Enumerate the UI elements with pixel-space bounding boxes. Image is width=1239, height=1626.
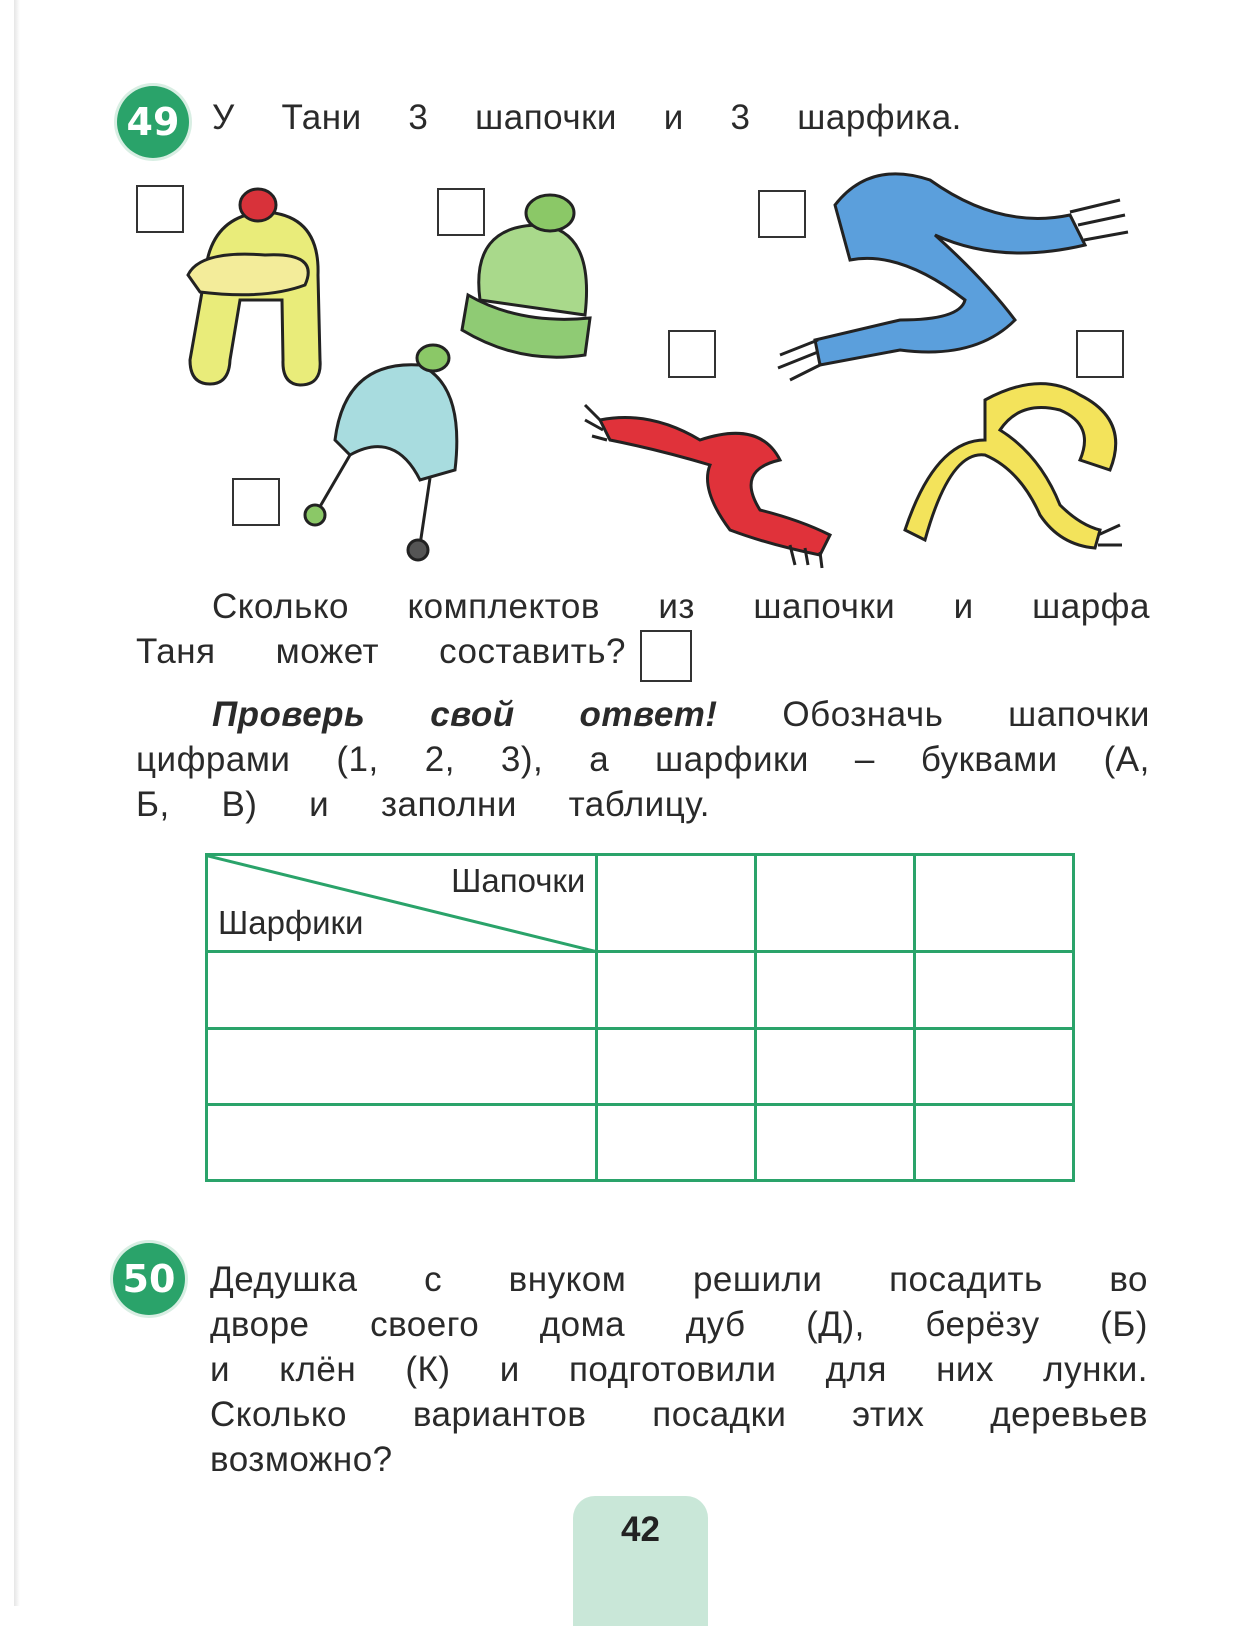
word: во [1109, 1260, 1148, 1299]
word: а [589, 740, 610, 779]
table-cell[interactable] [597, 855, 756, 952]
scarf-3-answer-box[interactable] [1076, 330, 1124, 378]
hats-and-scarves-illustration [0, 0, 1239, 580]
word: свой [430, 695, 515, 734]
table-cell[interactable] [207, 952, 597, 1028]
word: шапочки [1008, 695, 1150, 734]
hat-bonnet-blue-icon [305, 345, 457, 560]
check-line-3 [136, 783, 710, 827]
word: дуб [685, 1305, 746, 1344]
hats-scarves-table [205, 853, 1075, 1182]
word: составить? [439, 632, 626, 671]
word: таблицу. [568, 785, 710, 824]
scarf-2-answer-box[interactable] [668, 330, 716, 378]
hat-1-answer-box[interactable] [136, 185, 184, 233]
table-header-hats: Шапочки [451, 862, 586, 899]
exercise-50-line-4 [210, 1393, 1148, 1437]
scarf-yellow-icon [905, 384, 1122, 548]
word: дворе [210, 1305, 310, 1344]
word: может [275, 632, 380, 671]
word: буквами [920, 740, 1058, 779]
table-header-row [207, 855, 1074, 952]
table-cell[interactable] [756, 1104, 915, 1180]
word: Тани [281, 98, 362, 137]
word: (Б) [1100, 1305, 1148, 1344]
word: из [658, 587, 695, 626]
page-number-tab [573, 1496, 708, 1626]
word: 3 [408, 98, 429, 137]
word: Таня [136, 632, 216, 671]
word: посадки [652, 1395, 787, 1434]
table-cell[interactable] [756, 855, 915, 952]
word: посадить [889, 1260, 1043, 1299]
table-cell[interactable] [756, 952, 915, 1028]
table-cell[interactable] [597, 952, 756, 1028]
word: (1, [336, 740, 379, 779]
word: Дедушка [210, 1260, 358, 1299]
exercise-50-line-1 [210, 1258, 1148, 1302]
word: (К) [405, 1350, 451, 1389]
table-header-scarves: Шарфики [218, 904, 364, 942]
table-cell[interactable] [756, 1028, 915, 1104]
table-row [207, 952, 1074, 1028]
word: шапочки [475, 98, 617, 137]
table-cell[interactable] [915, 855, 1074, 952]
word: шарфики [655, 740, 809, 779]
question-line-2 [136, 630, 626, 674]
word: внуком [508, 1260, 627, 1299]
word: этих [852, 1395, 925, 1434]
word: 3 [730, 98, 751, 137]
exercise-number: 49 [126, 100, 180, 144]
word: и [663, 98, 684, 137]
word: них [936, 1350, 994, 1389]
word: шарфика. [797, 98, 962, 137]
word: клён [279, 1350, 357, 1389]
word: и [210, 1350, 231, 1389]
word: подготовили [568, 1350, 777, 1389]
scarf-1-answer-box[interactable] [758, 190, 806, 238]
table-cell[interactable] [597, 1104, 756, 1180]
question-line-1 [212, 585, 1150, 629]
exercise-50-line-3 [210, 1348, 1148, 1392]
word: – [854, 740, 875, 779]
scarf-red-icon [585, 405, 830, 568]
word: Сколько [210, 1395, 348, 1434]
exercise-50-line-5: возможно? [210, 1440, 393, 1479]
sets-count-answer-box[interactable] [640, 630, 692, 682]
word: шапочки [753, 587, 896, 626]
word: с [424, 1260, 443, 1299]
word: Обозначь [782, 695, 944, 734]
word: (Д), [806, 1305, 865, 1344]
table-row [207, 1028, 1074, 1104]
word: 2, [424, 740, 455, 779]
word: Проверь [212, 695, 366, 734]
table-row [207, 1104, 1074, 1180]
word: У [212, 98, 235, 137]
word: берёзу [925, 1305, 1040, 1344]
word: ответ! [579, 695, 718, 734]
word: В) [221, 785, 258, 824]
exercise-number: 50 [122, 1257, 176, 1301]
hat-earflaps-yellow-icon [188, 189, 320, 385]
table-corner-header [207, 855, 597, 952]
word: своего [370, 1305, 480, 1344]
table-cell[interactable] [915, 1104, 1074, 1180]
table-cell[interactable] [915, 1028, 1074, 1104]
word: 3), [500, 740, 544, 779]
hat-3-answer-box[interactable] [232, 478, 280, 526]
check-line-1 [212, 693, 1150, 737]
word: Б, [136, 785, 170, 824]
table-cell[interactable] [597, 1028, 756, 1104]
word: для [825, 1350, 887, 1389]
table-cell[interactable] [207, 1104, 597, 1180]
hat-2-answer-box[interactable] [437, 188, 485, 236]
word: дома [539, 1305, 626, 1344]
exercise-50-badge [113, 1243, 185, 1315]
exercise-50-line-2 [210, 1303, 1148, 1347]
check-line-2 [136, 738, 1150, 782]
word: шарфа [1032, 587, 1150, 626]
word: деревьев [990, 1395, 1148, 1434]
word: и [499, 1350, 520, 1389]
word: (А, [1103, 740, 1150, 779]
word: вариантов [412, 1395, 587, 1434]
word: и [309, 785, 330, 824]
page-number: 42 [621, 1510, 660, 1549]
word: и [953, 587, 974, 626]
word: Сколько [212, 587, 350, 626]
word: заполни [380, 785, 517, 824]
word: решили [692, 1260, 823, 1299]
word: цифрами [136, 740, 291, 779]
table-cell[interactable] [207, 1028, 597, 1104]
word: комплектов [407, 587, 600, 626]
table-cell[interactable] [915, 952, 1074, 1028]
word: лунки. [1043, 1350, 1148, 1389]
